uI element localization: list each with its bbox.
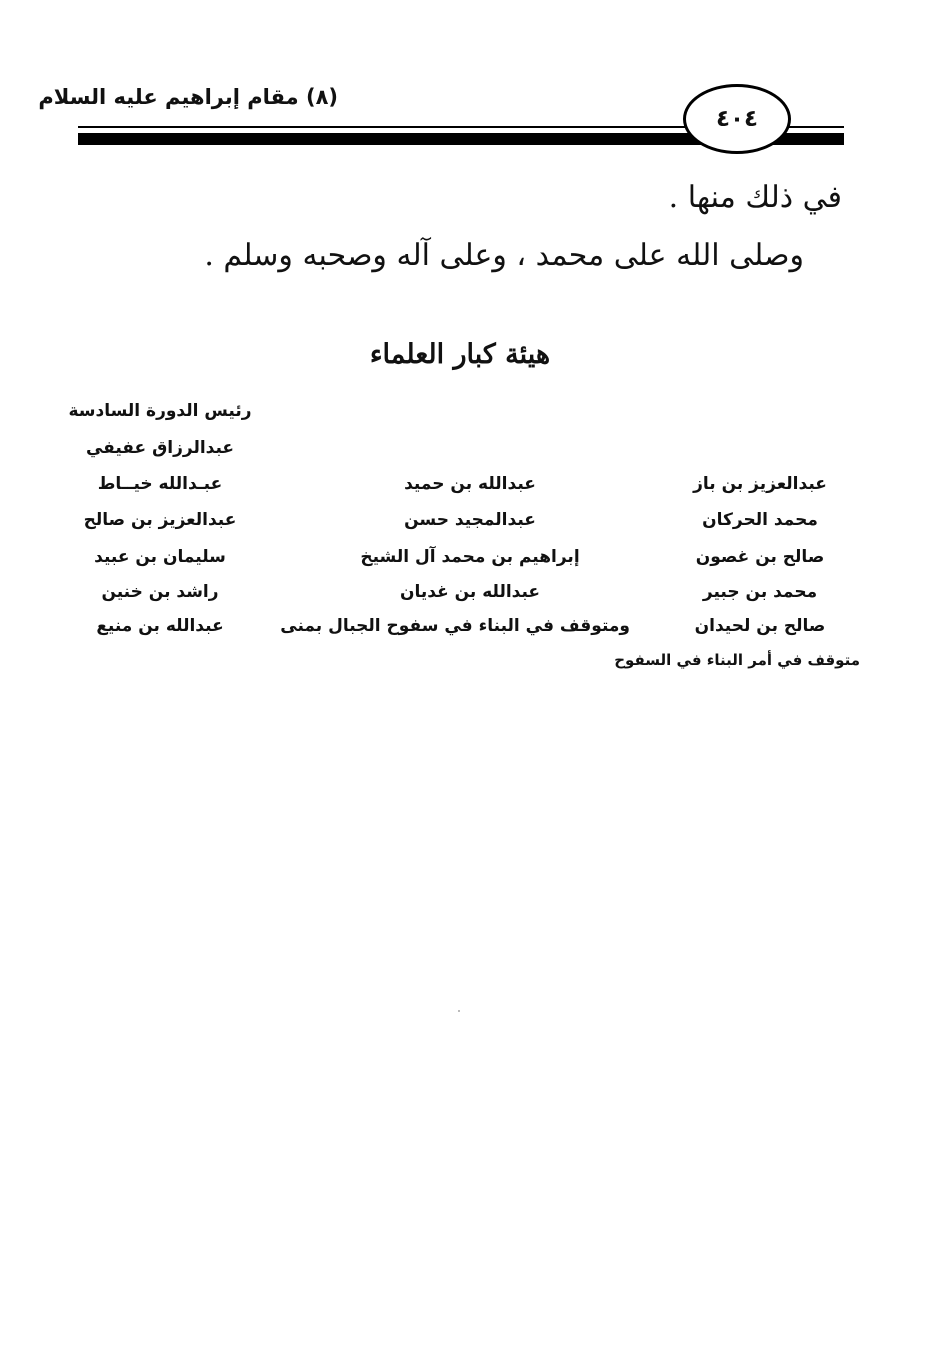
signatory-middle-2: عبدالمجيد حسن (404, 510, 536, 530)
signatory-right-3: صالح بن غصون (695, 547, 825, 567)
signatory-right-5: صالح بن لحيدان (694, 616, 826, 636)
page-number-oval (683, 84, 791, 154)
president-name: عبدالرزاق عفيفي (85, 438, 235, 458)
signatory-left-5: عبدالله بن منيع (96, 616, 224, 636)
signatory-left-4: راشد بن خنين (101, 582, 219, 602)
signatory-left-3: سليمان بن عبيد (94, 547, 226, 567)
signatory-left-2: عبدالعزيز بن صالح (83, 510, 237, 530)
scan-speck (458, 1010, 460, 1012)
chapter-title: (٨) مقام إبراهيم عليه السلام (38, 85, 338, 109)
body-line-1: في ذلك منها . (668, 180, 842, 215)
signatory-middle-5: ومتوقف في البناء في سفوح الجبال بمنى (280, 616, 630, 636)
signatory-middle-3: إبراهيم بن محمد آل الشيخ (360, 547, 580, 567)
president-role: رئيس الدورة السادسة (68, 401, 252, 421)
signatory-middle-4: عبدالله بن غديان (399, 582, 541, 602)
page-number: ٤٠٤ (715, 106, 759, 132)
signatory-right-note: متوقف في أمر البناء في السفوح (614, 651, 860, 669)
signatory-left-1: عبـدالله خيــاط (97, 474, 223, 494)
body-line-2: وصلى الله على محمد ، وعلى آله وصحبه وسلم . (204, 238, 804, 273)
signatory-right-2: محمد الحركان (702, 510, 818, 530)
signatory-middle-1: عبدالله بن حميد (404, 474, 536, 494)
council-title: هيئة كبار العلماء (369, 339, 551, 370)
signatory-right-4: محمد بن جبير (702, 582, 818, 602)
signatory-right-1: عبدالعزيز بن باز (693, 474, 827, 494)
